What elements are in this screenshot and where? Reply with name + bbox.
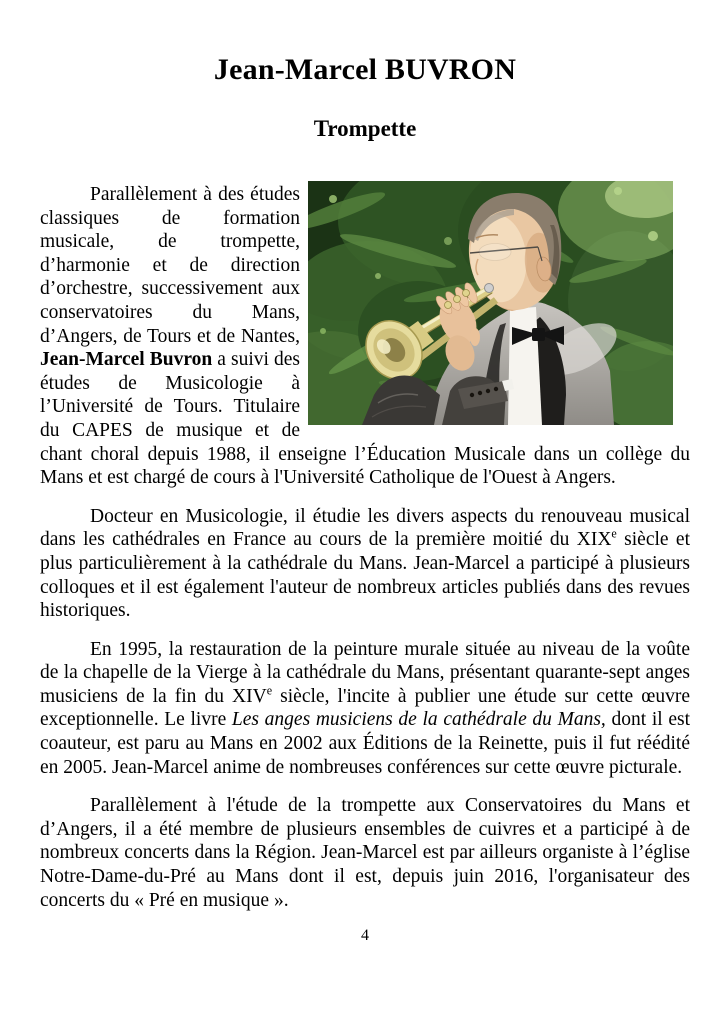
text-segment: Parallèlement à des études classiques de formation musicale, de trompette, d’harmonie et de direction d’orchestre, successivement aux conservatoires du Mans, d’Angers, de Tours et de Nantes, <box>40 184 300 347</box>
page-number: 4 <box>361 927 369 945</box>
paragraph-intro <box>40 183 690 490</box>
text-segment: a suivi des études de Musicologie à l’Université de Tours. Titulaire du CAPES de musique et de chant choral depuis 1988, il enseigne l’Éducation Musicale dans un collège du Mans et est chargé de cours à l'Université Catholique de l'Ouest à Angers. <box>40 349 690 489</box>
person-name-bold: Jean-Marcel Buvron <box>40 349 213 371</box>
text-segment: En 1995, la restauration de la peinture murale située au niveau de la voûte de la chapelle de la Vierge à la cathédrale du Mans, présentant quarante-sept anges musiciens de la fin du XIV <box>40 638 690 707</box>
book-title-italic: Les anges musiciens de la cathédrale du Mans, <box>231 709 606 731</box>
text-segment: siècle et plus particulièrement à la cathédrale du Mans. Jean-Marcel a participé à plusieurs colloques et il est également l'auteur de nombreux articles publiés dans des revues historiques. <box>40 529 691 622</box>
paragraph-doctorat <box>40 505 690 623</box>
document-body <box>40 183 690 912</box>
text-segment: Docteur en Musicologie, il étudie les divers aspects du renouveau musical dans les cathédrales en France au cours de la première moitié du XIX <box>40 505 690 551</box>
text-segment: dont il est coauteur, est paru au Mans en 2002 aux Éditions de la Reinette, puis il fut réédité en 2005. Jean-Marcel anime de nombreuses conférences sur cette œuvre picturale. <box>40 709 690 778</box>
superscript-e: e <box>611 526 617 541</box>
paragraph-anges <box>40 638 690 780</box>
page-title: Jean-Marcel BUVRON <box>213 53 517 86</box>
trumpet-valve-cap <box>463 290 470 297</box>
trumpet-mouthpiece <box>485 284 494 293</box>
superscript-e: e <box>266 683 273 698</box>
trumpet-valve-cap <box>454 296 461 303</box>
text-segment: Parallèlement à l'étude de la trompette aux Conservatoires du Mans et d’Angers, il a été membre de plusieurs ensembles de cuivres et a participé à de nombreux concerts dans la Région. Jean-Marcel est par ailleurs organiste à l’église Notre-Dame-du-Pré au Mans dont il est, depuis juin 2016, l'organisateur des concerts du « Pré en musique ». <box>40 795 690 911</box>
text-segment: siècle, l'incite à publier une étude sur cette œuvre exceptionnelle. Le livre <box>40 685 690 731</box>
trumpet-valve-cap <box>445 302 452 309</box>
subtitle: Trompette <box>313 116 417 141</box>
paragraph-trompette <box>40 794 690 912</box>
portrait-photo <box>308 181 673 425</box>
